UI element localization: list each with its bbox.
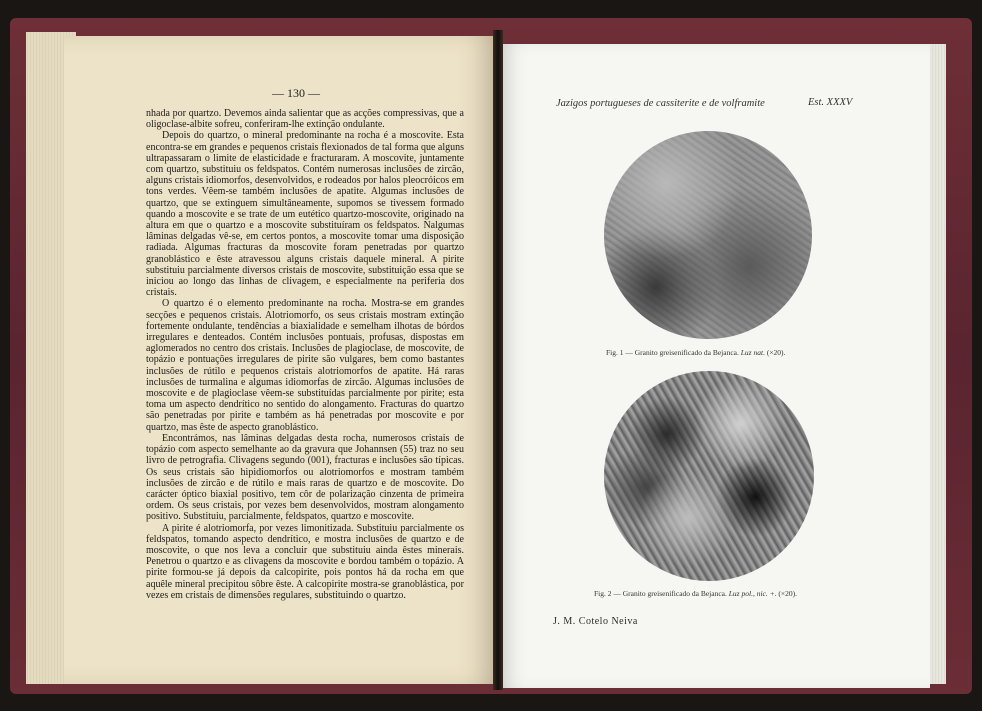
page-number: — 130 —	[272, 86, 320, 100]
right-page-edges	[928, 44, 946, 684]
figure-1-caption-italic: Luz nat.	[740, 348, 765, 357]
paragraph: A pirite é alotriomorfa, por vezes limonitizada. Substituiu parcialmente os feldspatos, tomando aspecto dendrítico, e mostra inclusões de quartzo e de moscovite, o que nos leva a concluir que substituiu ainda êstes minerais. Penetrou o quartzo e as clivagens da moscovite e bordou também o topázio. A pirite formou-se já depois da calcopirite, pois pontos há da rocha em que aquêle mineral precipitou sôbre êste. A calcopirite mostra-se granoblástica, por vezes em cristais de dimensões regulares, substituindo o quartzo.	[146, 522, 464, 601]
author-name: J. M. Cotelo Neiva	[553, 616, 638, 627]
figure-2-micrograph	[604, 371, 814, 581]
left-page-body-text	[146, 108, 464, 601]
figure-2-caption-text: Fig. 2 — Granito greisenificado da Bejanca.	[594, 589, 727, 598]
paragraph: Encontrámos, nas lâminas delgadas desta rocha, numerosos cristais de topázio com aspecto semelhante ao da gravura que Johannsen (55) traz no seu livro de petrografia. Clivagens segundo (001), fracturas e inclusões são típicas. Os seus cristais são hipidiomorfos ou alotriomorfos e mostram também inclusões de zircão e de rútilo e mais raras de quartzo e de moscovite. Do carácter óptico biaxial positivo, tem côr de polarização cinzenta de primeira ordem. Os seus cristais, por vezes bem desenvolvidos, mostram alongamento positivo. Substituiu, parcialmente, feldspatos, quartzo e moscovite.	[146, 432, 464, 523]
paragraph: Depois do quartzo, o mineral predominante na rocha é a moscovite. Esta encontra-se em grandes e pequenos cristais flexionados de tal forma que alguns ultrapassaram o limite de elasticidade e fracturaram. A moscovite, juntamente com quartzo, substituiu os feldspatos. Contém numerosas inclusões de zircão, alguns cristais idiomorfos, desenvolvidos, e rodeados por halos pleocróicos em tons verdes. Vêem-se também inclusões de apatite. Algumas inclusões de quartzo, que se extinguem simultâneamente, supomos se tivessem formado quando a moscovite e se trate de um eutético quartzo-moscovite, originado na altura em que o quartzo e a moscovite substituíram os feldspatos. Nalgumas lâminas delgadas vê-se, em certos pontos, a moscovite tomar uma disposição radiada. Algumas fracturas da moscovite foram penetradas por quartzo granoblástico e êste atravessou alguns cristais daquele mineral. A pirite substituiu parcialmente diversos cristais de moscovite, substituição essa que se iniciou ao longo das linhas de clivagem, e especialmente na periferia dos cristais.	[146, 130, 464, 299]
figure-1-caption	[606, 348, 785, 357]
figure-1-micrograph	[604, 131, 812, 339]
figure-1-caption-tail: (×20).	[766, 348, 786, 357]
paragraph: O quartzo é o elemento predominante na rocha. Mostra-se em grandes secções e pequenos cristais. Alotriomorfo, os seus cristais mostram extinção fortemente ondulante, tendências a biaxialidade e semelham ilhotas de bórdos irregulares e denteados. Contém inclusões pontuais, profusas, dispostas em aglomerados no centro dos cristais. Inclusões de plagioclase, de moscovite, de topázio e pontuações irregulares de pirite são vulgares, bem como bastantes inclusões de rútilo e pequenos cristais alotriomorfos de apatite. Há raras inclusões de turmalina e algumas idiomorfas de zircão. Algumas inclusões de moscovite e de plagioclase vêem-se substituídas parcialmente por pirite; esta toma um aspecto dendrítico no sentido do alongamento. Fracturas do quartzo são penetradas por pirite e também as há penetradas por moscovite e por quartzo, mas êste de aspecto granoblástico.	[146, 298, 464, 433]
paragraph: nhada por quartzo. Devemos ainda salientar que as acções compressivas, que a oligoclase-albite sofreu, conferiram-lhe extinção ondulante.	[146, 108, 464, 131]
book-gutter	[493, 30, 503, 690]
plate-label: Est. XXXV	[808, 97, 853, 108]
figure-2-caption	[594, 589, 797, 598]
figure-2-caption-tail: (×20).	[778, 589, 798, 598]
figure-2-caption-italic: Luz pol., nic. +.	[728, 589, 777, 598]
figure-1-caption-text: Fig. 1 — Granito greisenificado da Bejanca.	[606, 348, 739, 357]
running-header-title: Jazigos portugueses de cassiterite e de volframite	[556, 98, 765, 109]
